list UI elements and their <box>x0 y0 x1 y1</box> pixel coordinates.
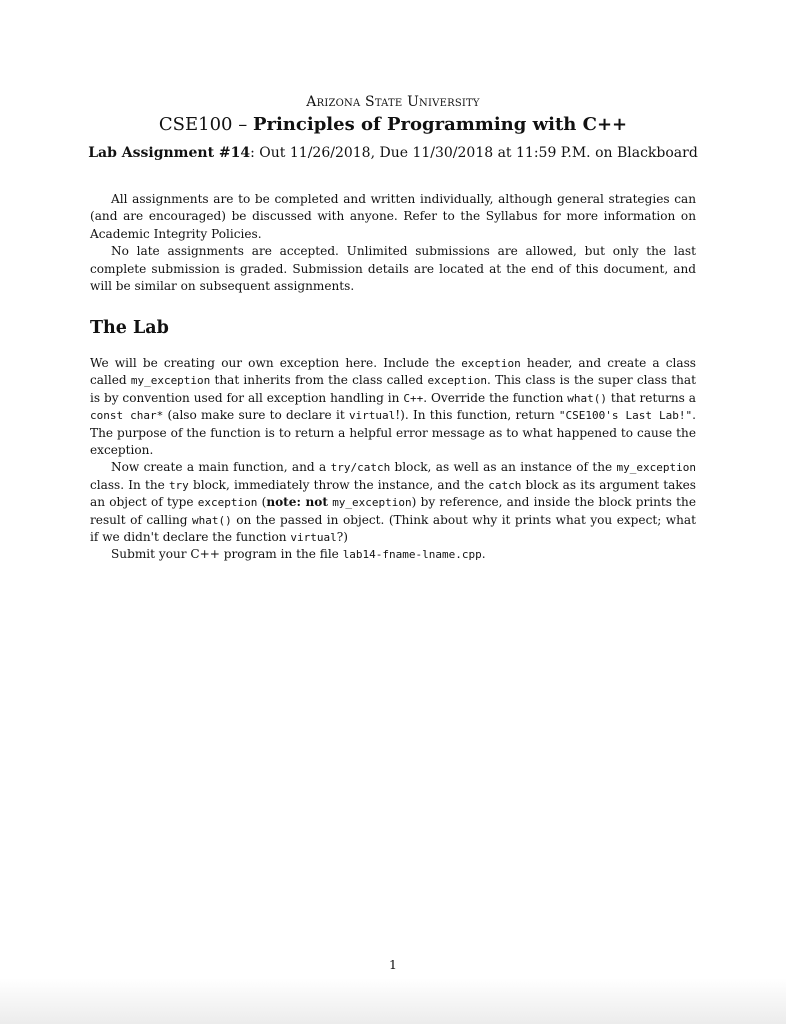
university-name: Arizona State University <box>306 94 480 110</box>
lab-p2-text: on the passed in object. (Think about why it prints what you expect; what if we didn't declare the function <box>90 512 696 545</box>
code-exception-class: exception <box>427 374 488 388</box>
lab-paragraph-1 <box>90 355 696 459</box>
lab-p3-text: . <box>481 547 486 562</box>
lab-p1-text: We will be creating our own exception here. Include the <box>90 356 462 370</box>
code-my-exception: my_exception <box>332 496 412 510</box>
code-filename: lab14-fname-lname.cpp <box>342 548 482 562</box>
lab-p1-text: that inherits from the class called <box>210 373 428 388</box>
lab-p2-text: ?) <box>336 530 348 545</box>
lab-p1-text: . Override the function <box>423 390 568 405</box>
lab-p1-text: that returns a <box>607 390 696 405</box>
course-code: CSE100 <box>158 114 233 135</box>
lab-p1-text: . The purpose of the function is to return a helpful error message as to what happened to cause the exception. <box>90 408 696 458</box>
code-my-exception: my_exception <box>616 461 696 475</box>
assignment-line <box>0 145 786 161</box>
course-heading <box>0 114 786 135</box>
code-virtual: virtual <box>290 531 337 545</box>
code-exception-type: exception <box>197 496 258 510</box>
lab-p2-text: block as its argument takes an object of type <box>90 477 697 510</box>
code-exception-header: exception <box>461 357 521 370</box>
code-const-char: const char* <box>90 409 164 423</box>
lab-p2-text: ) by reference, and inside the block prints the result of calling <box>90 495 696 527</box>
code-catch: catch <box>488 478 522 492</box>
code-try-catch: try/catch <box>330 461 391 475</box>
lab-p2-text: class. In the <box>90 477 169 492</box>
lab-paragraph-3 <box>90 546 696 563</box>
lab-p3-text: Submit your C++ program in the file <box>111 547 343 562</box>
lab-section <box>90 355 696 564</box>
lab-p1-text: (also make sure to declare it <box>163 408 349 423</box>
lab-p2-text: block, immediately throw the instance, and the <box>188 477 489 492</box>
lab-p1-text: !). In this function, return <box>395 408 559 423</box>
intro-paragraph-1: All assignments are to be completed and written individually, although general strategies can (and are encouraged) be discussed with anyone. Refer to the Syllabus for more information on Academic Integrity Policies. <box>90 192 696 241</box>
lab-p2-text: Now create a main function, and a <box>111 460 331 475</box>
lab-p2-text: block, as well as an instance of the <box>390 460 617 475</box>
course-title: Principles of Programming with C++ <box>252 114 628 135</box>
intro-paragraph-2: No late assignments are accepted. Unlimited submissions are allowed, but only the last complete submission is graded. Submission details are located at the end of this document, and will be similar on subsequent assignments. <box>90 244 696 294</box>
assignment-label: Lab Assignment #14 <box>88 145 251 161</box>
code-my-exception: my_exception <box>130 374 211 388</box>
note-emphasis: note: not <box>266 495 328 510</box>
course-dash: – <box>232 114 253 135</box>
code-cpp: C++ <box>403 391 424 405</box>
lab-p1-text: . This class is the super class that is by convention used for all exception handling in <box>90 373 697 405</box>
page-number: 1 <box>389 957 397 972</box>
assignment-details: : Out 11/26/2018, Due 11/30/2018 at 11:59 P.M. on Blackboard <box>250 145 698 161</box>
lab-paragraph-2 <box>90 459 696 546</box>
section-title: The Lab <box>90 318 169 338</box>
bottom-shade <box>0 978 786 1024</box>
code-try: try <box>168 478 189 492</box>
code-what-function: what() <box>567 391 608 405</box>
lab-p2-text: ( <box>257 495 267 510</box>
lab-p1-text: header, and create a class called <box>90 356 696 388</box>
intro-section <box>90 191 696 295</box>
code-virtual: virtual <box>348 409 396 423</box>
code-what-function: what() <box>191 513 232 527</box>
code-return-string: "CSE100's Last Lab!" <box>558 409 693 423</box>
